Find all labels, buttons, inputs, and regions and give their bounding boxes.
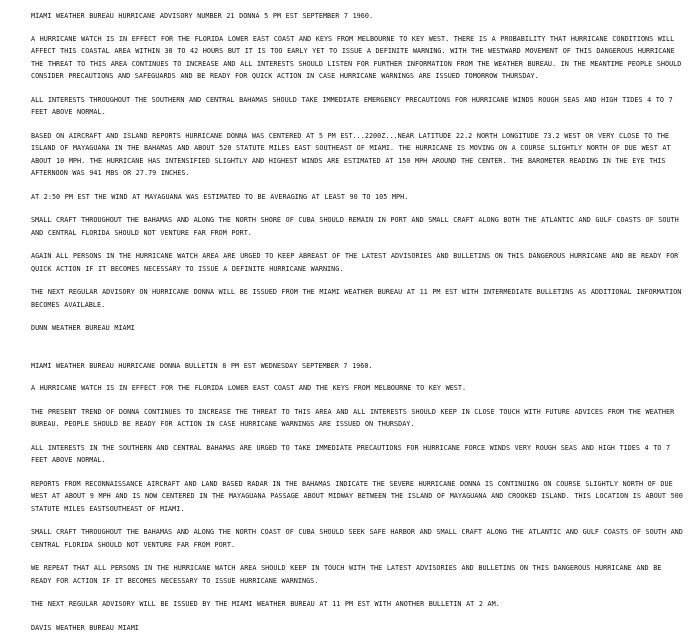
advisory-header: MIAMI WEATHER BUREAU HURRICANE ADVISORY NUMBER 21 DONNA 5 PM EST SEPTEMBER 7 1960. bbox=[31, 10, 685, 23]
advisory-paragraph: AGAIN ALL PERSONS IN THE HURRICANE WATCH AREA ARE URGED TO KEEP ABREAST OF THE LATEST ADVISORIES AND BULLETINS ON THIS DANGEROUS HURRICANE AND BE READY FOR QUICK ACTION IF IT BECOMES NECESSARY TO ISSUE A DEFINITE HURRICANE WARNING. bbox=[31, 250, 685, 275]
section-gap bbox=[31, 335, 685, 360]
bulletin-paragraph: THE NEXT REGULAR ADVISORY WILL BE ISSUED BY THE MIAMI WEATHER BUREAU AT 11 PM EST WITH ANOTHER BULLETIN AT 2 AM. bbox=[31, 598, 685, 611]
bulletin-paragraph: ALL INTERESTS IN THE SOUTHERN AND CENTRAL BAHAMAS ARE URGED TO TAKE IMMEDIATE PRECAUTIONS FOR HURRICANE FORCE WINDS VERY ROUGH SEAS AND HIGH TIDES 4 TO 7 FEET ABOVE NORMAL. bbox=[31, 442, 685, 467]
advisory-paragraph: BASED ON AIRCRAFT AND ISLAND REPORTS HURRICANE DONNA WAS CENTERED AT 5 PM EST...2200Z...NEAR LATITUDE 22.2 NORTH LONGITUDE 73.2 WEST OR VERY CLOSE TO THE ISLAND OF MAYAGUANA IN THE BAHAMAS AND ABOUT 520 STATUTE MILES EAST SOUTHEAST OF MIAMI. THE HURRICANE IS MOVING ON A COURSE SLIGHTLY NORTH OF DUE WEST AT ABOUT 10 MPH. THE HURRICANE HAS INTENSIFIED SLIGHTLY AND HIGHEST WINDS ARE ESTIMATED AT 150 MPH AROUND THE CENTER. THE BAROMETER READING IN THE EYE THIS AFTERNOON WAS 941 MBS OR 27.79 INCHES. bbox=[31, 130, 685, 180]
bulletin-paragraph: REPORTS FROM RECONNAISSANCE AIRCRAFT AND LAND BASED RADAR IN THE BAHAMAS INDICATE THE SEVERE HURRICANE DONNA IS CONTINUING ON COURSE SLIGHTLY NORTH OF DUE WEST AT ABOUT 9 MPH AND IS NOW CENTERED IN THE MAYAGUANA PASSAGE ABOUT MIDWAY BETWEEN THE ISLAND OF MAYAGUANA AND CROOKED ISLAND. THIS LOCATION IS ABOUT 500 STATUTE MILES EASTSOUTHEAST OF MIAMI. bbox=[31, 478, 685, 516]
advisory-paragraph: SMALL CRAFT THROUGHOUT THE BAHAMAS AND ALONG THE NORTH SHORE OF CUBA SHOULD REMAIN IN PORT AND SMALL CRAFT ALONG BOTH THE ATLANTIC AND GULF COASTS OF SOUTH AND CENTRAL FLORIDA SHOULD NOT VENTURE FAR FROM PORT. bbox=[31, 214, 685, 239]
bulletin-signature: DAVIS WEATHER BUREAU MIAMI bbox=[31, 622, 685, 634]
bulletin-paragraph: WE REPEAT THAT ALL PERSONS IN THE HURRICANE WATCH AREA SHOULD KEEP IN TOUCH WITH THE LATEST ADVISORIES AND BULLETINS ON THIS DANGEROUS HURRICANE AND BE READY FOR ACTION IF IT BECOMES NECESSARY TO ISSUE HURRICANE WARNINGS. bbox=[31, 562, 685, 587]
advisory-21 bbox=[31, 10, 685, 335]
bulletin-paragraph: A HURRICANE WATCH IS IN EFFECT FOR THE FLORIDA LOWER EAST COAST AND THE KEYS FROM MELBOURNE TO KEY WEST. bbox=[31, 382, 685, 395]
advisory-paragraph: ALL INTERESTS THROUGHOUT THE SOUTHERN AND CENTRAL BAHAMAS SHOULD TAKE IMMEDIATE EMERGENCY PRECAUTIONS FOR HURRICANE WINDS ROUGH SEAS AND HIGH TIDES 4 TO 7 FEET ABOVE NORMAL. bbox=[31, 94, 685, 119]
advisory-paragraph: THE NEXT REGULAR ADVISORY ON HURRICANE DONNA WILL BE ISSUED FROM THE MIAMI WEATHER BUREAU AT 11 PM EST WITH INTERMEDIATE BULLETINS AS ADDITIONAL INFORMATION BECOMES AVAILABLE. bbox=[31, 286, 685, 311]
advisory-signature: DUNN WEATHER BUREAU MIAMI bbox=[31, 322, 685, 335]
bulletin-paragraph: THE PRESENT TREND OF DONNA CONTINUES TO INCREASE THE THREAT TO THIS AREA AND ALL INTERESTS SHOULD KEEP IN CLOSE TOUCH WITH FUTURE ADVICES FROM THE WEATHER BUREAU. PEOPLE SHOULD BE READY FOR ACTION IN CASE HURRICANE WARNINGS ARE ISSUED ON THURSDAY. bbox=[31, 406, 685, 431]
bulletin-paragraph: SMALL CRAFT THROUGHOUT THE BAHAMAS AND ALONG THE NORTH COAST OF CUBA SHOULD SEEK SAFE HARBOR AND SMALL CRAFT ALONG THE ATLANTIC AND GULF COASTS OF SOUTH AND CENTRAL FLORIDA SHOULD NOT VENTURE FAR FROM PORT. bbox=[31, 526, 685, 551]
bulletin-header: MIAMI WEATHER BUREAU HURRICANE DONNA BULLETIN 8 PM EST WEDNESDAY SEPTEMBER 7 1960. bbox=[31, 360, 685, 373]
bulletin-8pm bbox=[31, 360, 685, 634]
advisory-paragraph: AT 2:50 PM EST THE WIND AT MAYAGUANA WAS ESTIMATED TO BE AVERAGING AT LEAST 90 TO 105 MPH. bbox=[31, 191, 685, 204]
advisory-paragraph: A HURRICANE WATCH IS IN EFFECT FOR THE FLORIDA LOWER EAST COAST AND KEYS FROM MELBOURNE TO KEY WEST. THERE IS A PROBABILITY THAT HURRICANE CONDITIONS WILL AFFECT THIS COASTAL AREA WITHIN 30 TO 42 HOURS BUT IT IS TOO EARLY YET TO ISSUE A DEFINITE WARNING. WITH THE WESTWARD MOVEMENT OF THIS DANGEROUS HURRICANE THE THREAT TO THIS AREA CONTINUES TO INCREASE AND ALL INTERESTS SHOULD LISTEN FOR FURTHER INFORMATION FROM THE WEATHER BUREAU. IN THE MEANTIME PEOPLE SHOULD CONSIDER PRECAUTIONS AND SAFEGUARDS AND BE READY FOR QUICK ACTION IN CASE HURRICANE WARNINGS ARE ISSUED TOMORROW THURSDAY. bbox=[31, 33, 685, 83]
